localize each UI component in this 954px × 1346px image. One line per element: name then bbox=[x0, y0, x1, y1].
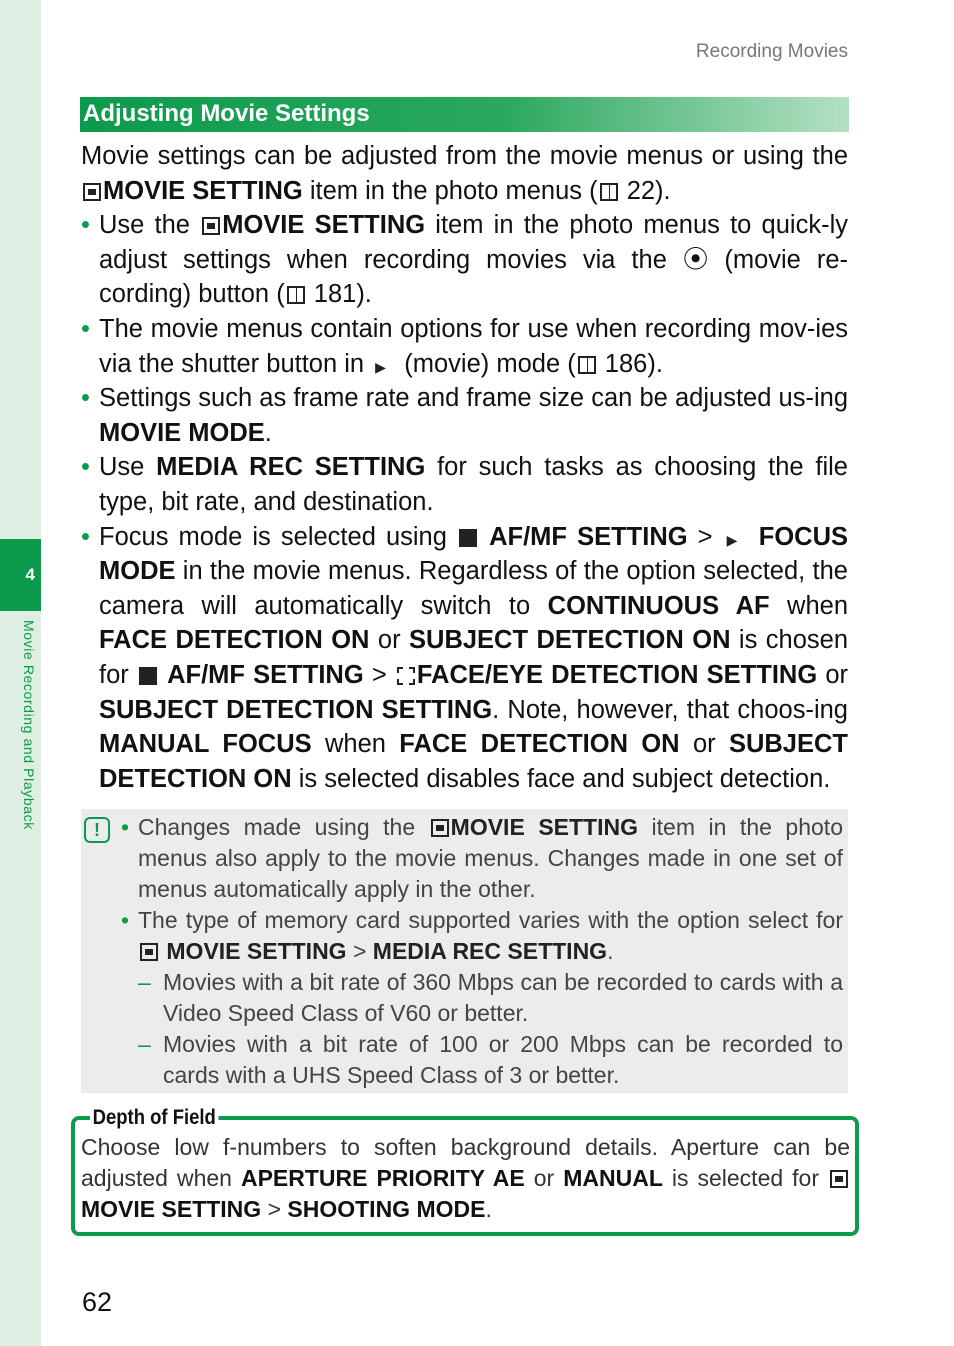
list-item: • Changes made using the MOVIE SETTING item in the photo menus also apply to the movie menus. Changes made in one set of menus automatically apply in the other. bbox=[121, 814, 843, 902]
af-mf-icon bbox=[459, 529, 477, 547]
list-item: • The type of memory card supported varies with the option select for MOVIE SETTING > MEDIA REC SETTING. – Movies with a bit rate of 360 Mbps can be recorded to cards with a Video Speed Class of V60 or better. – Movies with a bit rate of 100 or 200 Mbps can be recorded to cards with a UHS Speed Class of 3 or better. bbox=[121, 905, 843, 1091]
chapter-label: Movie Recording and Playback bbox=[21, 620, 37, 830]
note-box bbox=[81, 809, 848, 1093]
film-icon bbox=[202, 217, 220, 235]
book-icon bbox=[287, 286, 305, 304]
list-item: • Use the MOVIE SETTING item in the photo menus to quick-ly adjust settings when recording movies via the ⦿ (movie re-cording) button ( 181). bbox=[81, 211, 848, 309]
film-icon bbox=[830, 1170, 848, 1188]
section-heading: Adjusting Movie Settings bbox=[83, 100, 370, 127]
section-heading-bar bbox=[80, 97, 849, 132]
sub-list-item: – Movies with a bit rate of 100 or 200 Mbps can be recorded to cards with a UHS Speed Class of 3 or better. bbox=[138, 1031, 843, 1088]
af-mf-icon bbox=[139, 667, 157, 685]
intro-paragraph: Movie settings can be adjusted from the movie menus or using the MOVIE SETTING item in the photo menus ( 22). bbox=[81, 142, 848, 205]
bullet-list bbox=[81, 208, 848, 796]
book-icon bbox=[600, 183, 618, 201]
book-icon bbox=[578, 356, 596, 374]
movie-camera-icon bbox=[373, 356, 395, 374]
note-list bbox=[121, 812, 843, 1091]
tip-title: Depth of Field bbox=[90, 1106, 218, 1130]
chapter-tab bbox=[0, 539, 41, 611]
tip-body: Choose low f-numbers to soften background details. Aperture can be adjusted when APERTURE PRIORITY AE or MANUAL is selected for MOVIE SETTING > SHOOTING MODE. bbox=[81, 1134, 850, 1222]
film-icon bbox=[140, 943, 158, 961]
list-item: • Focus mode is selected using AF/MF SETTING > ▶ FOCUS MODE in the movie menus. Regardless of the option selected, the camera will automatically switch to CONTINUOUS AF when FACE DETECTION ON or SUBJECT DETECTION ON is chosen for AF/MF SETTING > FACE/EYE DETECTION SETTING or SUBJECT DETECTION SETTING. Note, however, that choos-ing MANUAL FOCUS when FACE DETECTION ON or SUBJECT DETECTION ON is selected disables face and subject detection. bbox=[81, 520, 848, 797]
sub-list-item: – Movies with a bit rate of 360 Mbps can be recorded to cards with a Video Speed Class of V60 or better. bbox=[138, 969, 843, 1026]
running-head: Recording Movies bbox=[695, 41, 848, 62]
tip-box bbox=[71, 1106, 859, 1236]
chapter-number: 4 bbox=[25, 565, 35, 584]
list-item: • The movie menus contain options for use when recording mov-ies via the shutter button in ▶ (movie) mode ( 186). bbox=[81, 312, 848, 381]
list-item: • Use MEDIA REC SETTING for such tasks as choosing the file type, bit rate, and destination. bbox=[81, 453, 848, 516]
face-eye-icon bbox=[397, 667, 415, 685]
list-item: • Settings such as frame rate and frame size can be adjusted us-ing MOVIE MODE. bbox=[81, 384, 848, 447]
movie-camera-icon bbox=[725, 529, 747, 547]
page-number: 62 bbox=[82, 1287, 113, 1317]
main-text bbox=[81, 139, 848, 796]
film-icon bbox=[431, 819, 449, 837]
warning-icon: ! bbox=[84, 817, 110, 843]
film-icon bbox=[83, 183, 101, 201]
